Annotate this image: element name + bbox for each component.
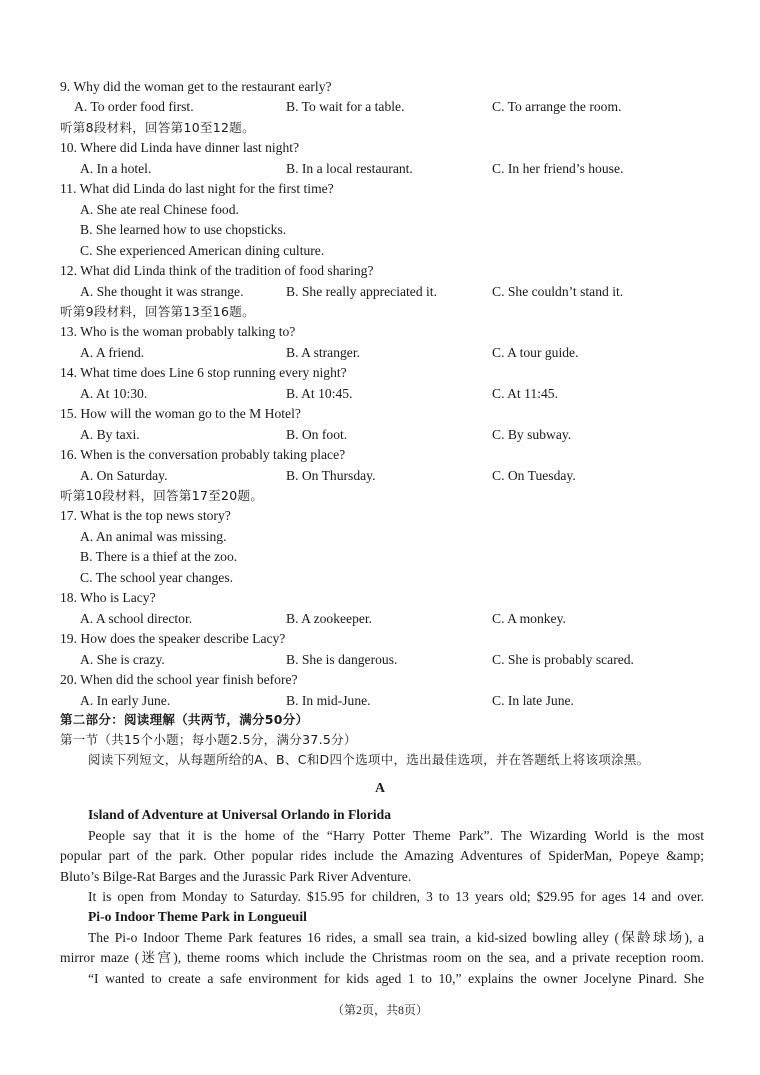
part-heading: 第二部分：阅读理解（共两节，满分50分） — [60, 712, 309, 727]
option-c: C. In her friend’s house. — [492, 161, 624, 176]
option-c: C. The school year changes. — [80, 570, 234, 585]
option-b: B. A stranger. — [286, 345, 361, 360]
listening-instruction: 听第8段材料，回答第10至12题。 — [60, 120, 255, 135]
question-stem: 9. Why did the woman get to the restaurant early? — [60, 79, 332, 94]
passage-line: popular part of the park. Other popular rides include the Amazing Adventures of SpiderMan, Popeye &amp; — [60, 848, 704, 863]
passage-line: mirror maze (迷宫), theme rooms which include the Christmas room on the sea, and a private reception room. — [60, 950, 704, 965]
option-a: A. A friend. — [80, 345, 145, 360]
question-stem: 13. Who is the woman probably talking to? — [60, 324, 296, 339]
option-c: C. She experienced American dining culture. — [80, 243, 325, 258]
option-c: C. In late June. — [492, 693, 574, 708]
option-b: B. There is a thief at the zoo. — [80, 549, 238, 564]
passage-line: The Pi-o Indoor Theme Park features 16 rides, a small sea train, a kid-sized bowling alley (保龄球场), a — [88, 930, 704, 945]
passage-line: “I wanted to create a safe environment for kids aged 1 to 10,” explains the owner Jocelyne Pinard. She — [88, 971, 704, 986]
option-a: A. She thought it was strange. — [80, 284, 244, 299]
reading-directions: 阅读下列短文，从每题所给的A、B、C和D四个选项中，选出最佳选项，并在答题纸上将该项涂黑。 — [88, 752, 650, 767]
option-c: C. To arrange the room. — [492, 99, 622, 114]
section-heading: 第一节（共15个小题；每小题2.5分，满分37.5分） — [60, 732, 357, 747]
passage-subtitle: Pi-o Indoor Theme Park in Longueuil — [88, 909, 307, 924]
option-b: B. She really appreciated it. — [286, 284, 437, 299]
question-stem: 15. How will the woman go to the M Hotel? — [60, 406, 301, 421]
option-a: A. On Saturday. — [80, 468, 168, 483]
option-c: C. On Tuesday. — [492, 468, 576, 483]
question-stem: 19. How does the speaker describe Lacy? — [60, 631, 286, 646]
passage-letter: A — [375, 780, 385, 795]
option-a: A. She ate real Chinese food. — [80, 202, 239, 217]
option-c: C. She couldn’t stand it. — [492, 284, 624, 299]
question-stem: 14. What time does Line 6 stop running every night? — [60, 365, 347, 380]
option-b: B. A zookeeper. — [286, 611, 373, 626]
passage-subtitle: Island of Adventure at Universal Orlando in Florida — [88, 807, 391, 822]
question-stem: 20. When did the school year finish before? — [60, 672, 298, 687]
question-stem: 16. When is the conversation probably taking place? — [60, 447, 346, 462]
option-a: A. She is crazy. — [80, 652, 165, 667]
question-stem: 17. What is the top news story? — [60, 508, 231, 523]
option-b: B. To wait for a table. — [286, 99, 405, 114]
page-footer: （第2页，共8页） — [331, 1003, 428, 1017]
question-stem: 10. Where did Linda have dinner last night? — [60, 140, 300, 155]
option-a: A. An animal was missing. — [80, 529, 227, 544]
passage-line: People say that it is the home of the “Harry Potter Theme Park”. The Wizarding World is the most — [88, 828, 704, 843]
question-stem: 18. Who is Lacy? — [60, 590, 156, 605]
option-b: B. She learned how to use chopsticks. — [80, 222, 287, 237]
option-c: C. At 11:45. — [492, 386, 558, 401]
option-c: C. By subway. — [492, 427, 572, 442]
option-c: C. She is probably scared. — [492, 652, 634, 667]
option-c: C. A monkey. — [492, 611, 566, 626]
option-a: A. In early June. — [80, 693, 171, 708]
option-a: A. At 10:30. — [80, 386, 148, 401]
option-a: A. In a hotel. — [80, 161, 152, 176]
option-b: B. At 10:45. — [286, 386, 353, 401]
option-a: A. By taxi. — [80, 427, 140, 442]
passage-line: It is open from Monday to Saturday. $15.95 for children, 3 to 13 years old; $29.95 for ages 14 and over. — [88, 889, 704, 904]
listening-instruction: 听第9段材料，回答第13至16题。 — [60, 304, 255, 319]
option-b: B. On Thursday. — [286, 468, 376, 483]
option-b: B. In mid-June. — [286, 693, 371, 708]
question-stem: 11. What did Linda do last night for the first time? — [60, 181, 334, 196]
option-a: A. A school director. — [80, 611, 193, 626]
option-a: A. To order food first. — [74, 99, 194, 114]
option-b: B. In a local restaurant. — [286, 161, 413, 176]
passage-line: Bluto’s Bilge-Rat Barges and the Jurassic Park River Adventure. — [60, 869, 412, 884]
option-c: C. A tour guide. — [492, 345, 579, 360]
question-stem: 12. What did Linda think of the tradition of food sharing? — [60, 263, 374, 278]
option-b: B. On foot. — [286, 427, 348, 442]
listening-instruction: 听第10段材料，回答第17至20题。 — [60, 488, 264, 503]
option-b: B. She is dangerous. — [286, 652, 398, 667]
